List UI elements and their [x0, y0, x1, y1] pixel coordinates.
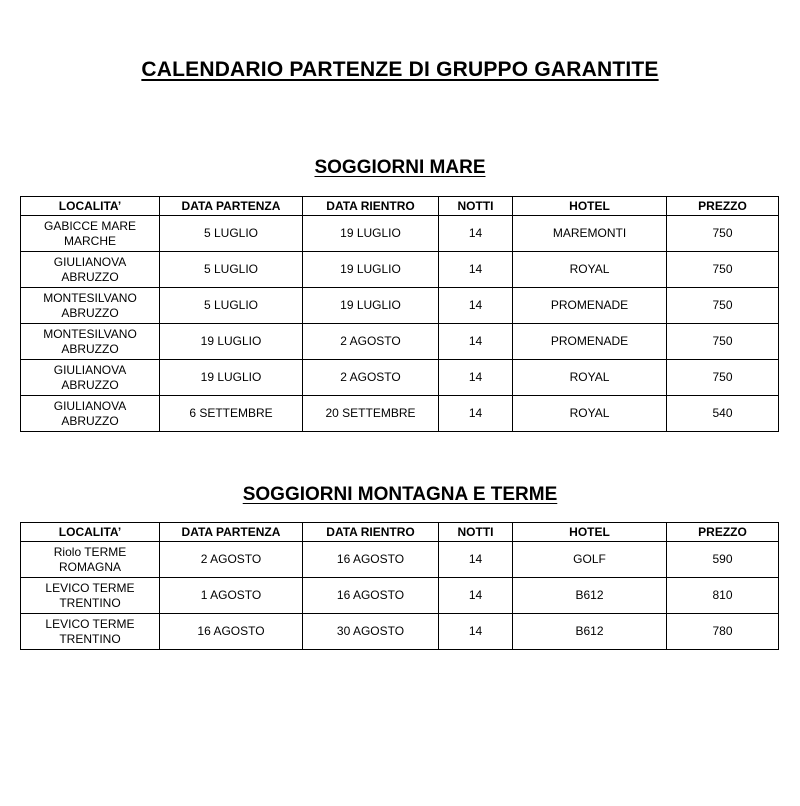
cell-localita: [21, 360, 160, 396]
cell-hotel: PROMENADE: [513, 288, 667, 324]
cell-data-rientro: 19 LUGLIO: [303, 252, 439, 288]
localita-name: MONTESILVANO: [43, 290, 137, 305]
cell-data-partenza: 6 SETTEMBRE: [160, 396, 303, 432]
localita-region: ABRUZZO: [61, 377, 119, 392]
table-row: [21, 288, 779, 324]
table-header-row: [21, 523, 779, 542]
cell-localita: [21, 396, 160, 432]
cell-notti: 14: [439, 360, 513, 396]
localita-name: GABICCE MARE: [43, 218, 136, 233]
table-row: [21, 324, 779, 360]
table-row: [21, 542, 779, 578]
cell-localita: [21, 324, 160, 360]
cell-prezzo: 750: [667, 252, 779, 288]
cell-notti: 14: [439, 578, 513, 614]
header-localita: LOCALITA’: [21, 523, 160, 542]
cell-localita: [21, 578, 160, 614]
cell-prezzo: 750: [667, 324, 779, 360]
cell-hotel: MAREMONTI: [513, 216, 667, 252]
localita-region: ABRUZZO: [61, 305, 119, 320]
header-data-rientro: DATA RIENTRO: [303, 523, 439, 542]
cell-notti: 14: [439, 396, 513, 432]
cell-data-partenza: 5 LUGLIO: [160, 216, 303, 252]
cell-hotel: GOLF: [513, 542, 667, 578]
cell-data-partenza: 2 AGOSTO: [160, 542, 303, 578]
cell-hotel: ROYAL: [513, 396, 667, 432]
page-title: CALENDARIO PARTENZE DI GRUPPO GARANTITE: [141, 58, 659, 81]
cell-localita: [21, 252, 160, 288]
localita-name: Riolo TERME: [53, 544, 127, 559]
cell-data-partenza: 16 AGOSTO: [160, 614, 303, 650]
table-header-row: [21, 197, 779, 216]
cell-prezzo: 750: [667, 288, 779, 324]
table-row: [21, 396, 779, 432]
cell-data-rientro: 2 AGOSTO: [303, 360, 439, 396]
cell-data-partenza: 1 AGOSTO: [160, 578, 303, 614]
cell-notti: 14: [439, 542, 513, 578]
localita-region: ABRUZZO: [61, 413, 119, 428]
header-localita: LOCALITA’: [21, 197, 160, 216]
localita-name: LEVICO TERME: [45, 580, 135, 595]
table-row: [21, 216, 779, 252]
cell-notti: 14: [439, 614, 513, 650]
localita-region: ROMAGNA: [58, 559, 121, 574]
cell-prezzo: 780: [667, 614, 779, 650]
localita-region: TRENTINO: [59, 631, 121, 646]
localita-region: ABRUZZO: [61, 269, 119, 284]
header-data-partenza: DATA PARTENZA: [160, 197, 303, 216]
cell-notti: 14: [439, 288, 513, 324]
cell-localita: [21, 216, 160, 252]
cell-data-rientro: 30 AGOSTO: [303, 614, 439, 650]
cell-data-partenza: 5 LUGLIO: [160, 252, 303, 288]
cell-data-partenza: 19 LUGLIO: [160, 324, 303, 360]
cell-data-rientro: 16 AGOSTO: [303, 578, 439, 614]
cell-data-rientro: 20 SETTEMBRE: [303, 396, 439, 432]
cell-prezzo: 810: [667, 578, 779, 614]
header-prezzo: PREZZO: [667, 523, 779, 542]
localita-name: LEVICO TERME: [45, 616, 135, 631]
cell-hotel: B612: [513, 614, 667, 650]
header-hotel: HOTEL: [513, 523, 667, 542]
cell-hotel: B612: [513, 578, 667, 614]
cell-hotel: ROYAL: [513, 252, 667, 288]
cell-data-rientro: 2 AGOSTO: [303, 324, 439, 360]
cell-data-rientro: 19 LUGLIO: [303, 288, 439, 324]
localita-name: MONTESILVANO: [43, 326, 137, 341]
cell-prezzo: 590: [667, 542, 779, 578]
header-notti: NOTTI: [439, 197, 513, 216]
cell-data-partenza: 5 LUGLIO: [160, 288, 303, 324]
table-row: [21, 360, 779, 396]
section-title-mare: SOGGIORNI MARE: [314, 157, 486, 178]
cell-data-rientro: 19 LUGLIO: [303, 216, 439, 252]
cell-notti: 14: [439, 252, 513, 288]
cell-prezzo: 540: [667, 396, 779, 432]
cell-hotel: PROMENADE: [513, 324, 667, 360]
table-row: [21, 252, 779, 288]
cell-prezzo: 750: [667, 216, 779, 252]
cell-localita: [21, 288, 160, 324]
table-soggiorni-mare: [20, 196, 779, 432]
cell-localita: [21, 542, 160, 578]
cell-notti: 14: [439, 324, 513, 360]
localita-region: TRENTINO: [59, 595, 121, 610]
cell-prezzo: 750: [667, 360, 779, 396]
cell-hotel: ROYAL: [513, 360, 667, 396]
cell-data-rientro: 16 AGOSTO: [303, 542, 439, 578]
section-title-montagna: SOGGIORNI MONTAGNA E TERME: [242, 484, 558, 505]
table-row: [21, 614, 779, 650]
localita-name: GIULIANOVA: [53, 362, 127, 377]
cell-data-partenza: 19 LUGLIO: [160, 360, 303, 396]
cell-notti: 14: [439, 216, 513, 252]
table-soggiorni-montagna: [20, 522, 779, 650]
header-prezzo: PREZZO: [667, 197, 779, 216]
header-hotel: HOTEL: [513, 197, 667, 216]
header-data-partenza: DATA PARTENZA: [160, 523, 303, 542]
header-notti: NOTTI: [439, 523, 513, 542]
localita-name: GIULIANOVA: [53, 398, 127, 413]
table-row: [21, 578, 779, 614]
localita-region: ABRUZZO: [61, 341, 119, 356]
header-data-rientro: DATA RIENTRO: [303, 197, 439, 216]
cell-localita: [21, 614, 160, 650]
localita-region: MARCHE: [63, 233, 116, 248]
localita-name: GIULIANOVA: [53, 254, 127, 269]
